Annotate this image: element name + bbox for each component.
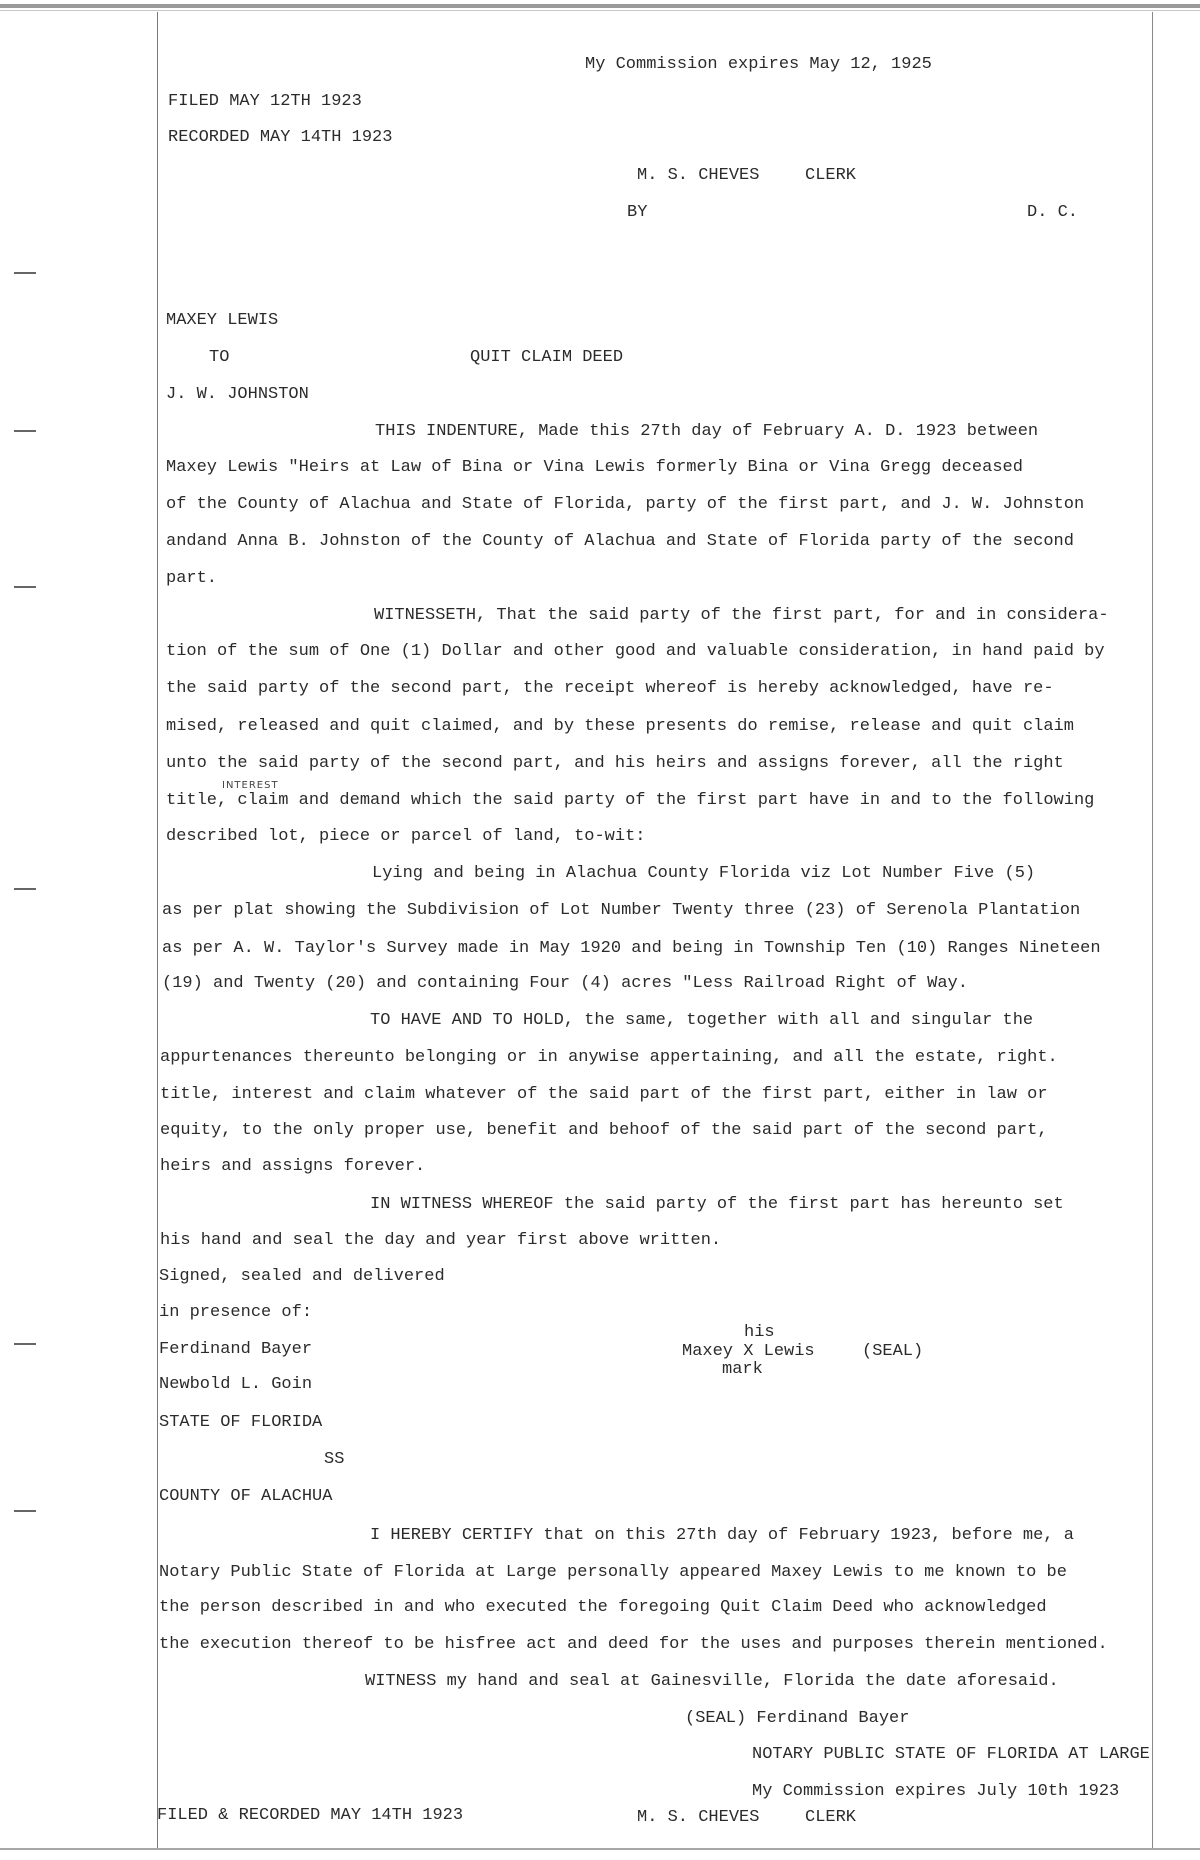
body-line: part. bbox=[166, 569, 218, 588]
body-line: THIS INDENTURE, Made this 27th day of February A. D. 1923 between bbox=[375, 422, 1039, 441]
body-line: IN WITNESS WHEREOF the said party of the first part has hereunto set bbox=[370, 1195, 1064, 1214]
witness-2: Newbold L. Goin bbox=[159, 1375, 313, 1394]
body-line: described lot, piece or parcel of land, to-wit: bbox=[166, 827, 646, 846]
filed-recorded: FILED & RECORDED MAY 14TH 1923 bbox=[157, 1806, 464, 1825]
margin-tick bbox=[14, 272, 36, 274]
ack-line: I HEREBY CERTIFY that on this 27th day of February 1923, before me, a bbox=[370, 1526, 1074, 1545]
body-line: equity, to the only proper use, benefit and behoof of the said part of the second part, bbox=[160, 1121, 1048, 1140]
body-line: title, interest and claim whatever of the said part of the first part, either in law or bbox=[160, 1085, 1048, 1104]
top-border bbox=[0, 4, 1200, 8]
clerk-title: CLERK bbox=[805, 166, 857, 185]
signed-label: Signed, sealed and delivered bbox=[159, 1267, 445, 1286]
deputy-clerk-label: D. C. bbox=[1027, 203, 1079, 222]
body-line: as per plat showing the Subdivision of Lot Number Twenty three (23) of Serenola Plantation bbox=[162, 901, 1081, 920]
ack-line: the person described in and who executed the foregoing Quit Claim Deed who acknowledged bbox=[159, 1598, 1047, 1617]
body-line: andand Anna B. Johnston of the County of Alachua and State of Florida party of the second bbox=[166, 532, 1074, 551]
body-line: of the County of Alachua and State of Florida, party of the first part, and J. W. Johnston bbox=[166, 495, 1085, 514]
venue-ss: SS bbox=[324, 1450, 345, 1469]
document-title: QUIT CLAIM DEED bbox=[470, 348, 624, 367]
his-label: his bbox=[744, 1323, 775, 1342]
body-line: the said party of the second part, the receipt whereof is hereby acknowledged, have re- bbox=[166, 679, 1054, 698]
seal-label: (SEAL) bbox=[862, 1342, 924, 1361]
margin-tick bbox=[14, 1510, 36, 1512]
notary-title: NOTARY PUBLIC STATE OF FLORIDA AT LARGE bbox=[752, 1745, 1150, 1764]
recorded-date: RECORDED MAY 14TH 1923 bbox=[168, 128, 393, 147]
footer-clerk-name: M. S. CHEVES bbox=[637, 1808, 760, 1827]
top-border-inner bbox=[0, 10, 1200, 11]
witness-line: WITNESS my hand and seal at Gainesville, Florida the date aforesaid. bbox=[365, 1672, 1059, 1691]
left-margin-line bbox=[157, 12, 158, 1848]
body-line: unto the said party of the second part, and his heirs and assigns forever, all the right bbox=[166, 754, 1064, 773]
handwritten-interlineation: INTEREST bbox=[222, 780, 279, 791]
witness-1: Ferdinand Bayer bbox=[159, 1340, 313, 1359]
grantee: J. W. JOHNSTON bbox=[166, 385, 309, 404]
body-line: heirs and assigns forever. bbox=[160, 1157, 426, 1176]
body-line: TO HAVE AND TO HOLD, the same, together with all and singular the bbox=[370, 1011, 1034, 1030]
by-label: BY bbox=[627, 203, 648, 222]
margin-tick bbox=[14, 430, 36, 432]
signer-name: Maxey X Lewis bbox=[682, 1342, 815, 1361]
notary-commission: My Commission expires July 10th 1923 bbox=[752, 1782, 1120, 1801]
body-line: Lying and being in Alachua County Florida viz Lot Number Five (5) bbox=[372, 864, 1036, 883]
body-line: title, claim and demand which the said party of the first part have in and to the following bbox=[166, 791, 1095, 810]
grantor: MAXEY LEWIS bbox=[166, 311, 279, 330]
mark-label: mark bbox=[722, 1360, 763, 1379]
footer-clerk-title: CLERK bbox=[805, 1808, 857, 1827]
body-line: WITNESSETH, That the said party of the first part, for and in considera- bbox=[374, 606, 1109, 625]
body-line: (19) and Twenty (20) and containing Four (4) acres "Less Railroad Right of Way. bbox=[162, 974, 968, 993]
presence-label: in presence of: bbox=[159, 1303, 313, 1322]
margin-tick bbox=[14, 586, 36, 588]
venue-county: COUNTY OF ALACHUA bbox=[159, 1487, 333, 1506]
margin-tick bbox=[14, 888, 36, 890]
body-line: tion of the sum of One (1) Dollar and other good and valuable consideration, in hand paid by bbox=[166, 642, 1105, 661]
to-label: TO bbox=[209, 348, 230, 367]
ack-line: Notary Public State of Florida at Large personally appeared Maxey Lewis to me known to be bbox=[159, 1563, 1067, 1582]
clerk-name: M. S. CHEVES bbox=[637, 166, 760, 185]
body-line: his hand and seal the day and year first above written. bbox=[160, 1231, 722, 1250]
venue-state: STATE OF FLORIDA bbox=[159, 1413, 323, 1432]
notary-signature: (SEAL) Ferdinand Bayer bbox=[685, 1709, 910, 1728]
commission-top: My Commission expires May 12, 1925 bbox=[585, 55, 932, 74]
body-line: Maxey Lewis "Heirs at Law of Bina or Vina Lewis formerly Bina or Vina Gregg deceased bbox=[166, 458, 1023, 477]
filed-date: FILED MAY 12TH 1923 bbox=[168, 92, 362, 111]
body-line: appurtenances thereunto belonging or in anywise appertaining, and all the estate, right. bbox=[160, 1048, 1058, 1067]
ack-line: the execution thereof to be hisfree act and deed for the uses and purposes therein mentioned. bbox=[159, 1635, 1108, 1654]
margin-tick bbox=[14, 1343, 36, 1345]
bottom-border bbox=[0, 1848, 1200, 1850]
body-line: as per A. W. Taylor's Survey made in May 1920 and being in Township Ten (10) Ranges Nineteen bbox=[162, 939, 1101, 958]
right-margin-line bbox=[1152, 12, 1153, 1848]
body-line: mised, released and quit claimed, and by these presents do remise, release and quit claim bbox=[166, 717, 1074, 736]
